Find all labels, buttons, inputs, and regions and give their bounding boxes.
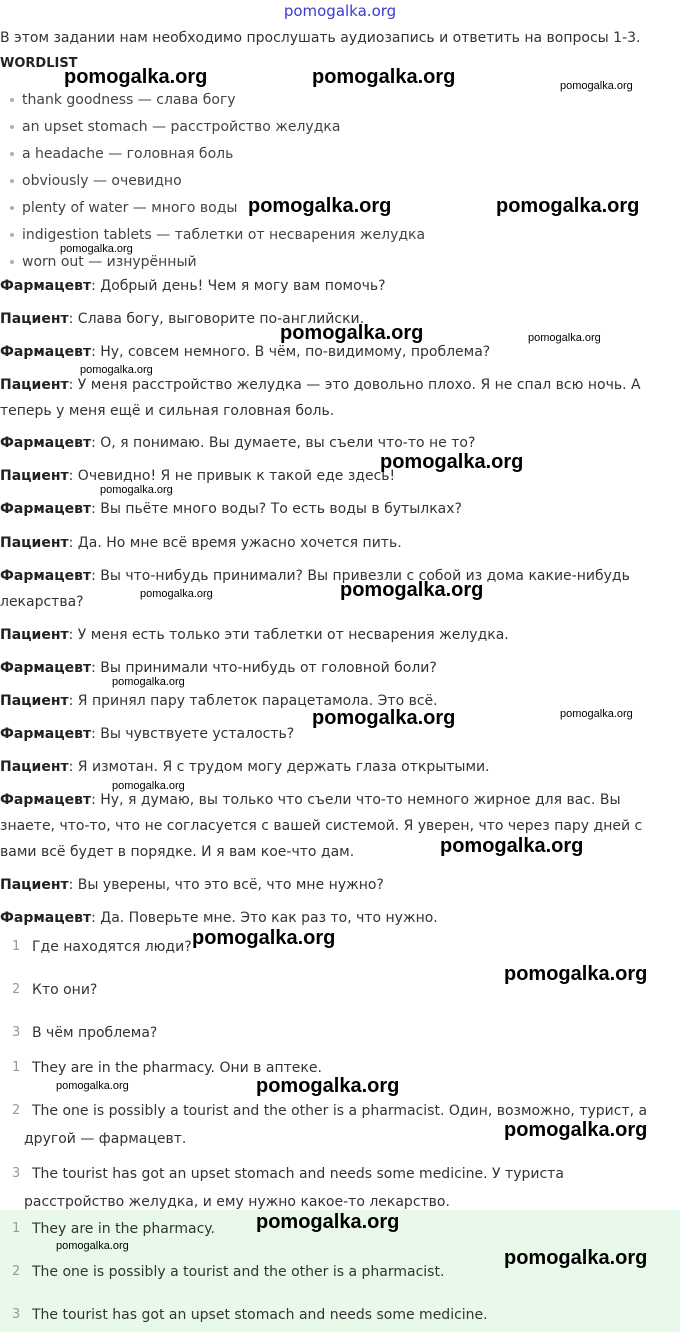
wordlist-item: a headache — головная боль (10, 146, 233, 162)
speaker: Фармацевт (0, 792, 92, 808)
bullet-icon (10, 98, 14, 102)
speaker: Пациент (0, 468, 69, 484)
answer-text: The tourist has got an upset stomach and needs some medicine. (32, 1307, 488, 1323)
dialogue-line: Фармацевт: Добрый день! Чем я могу вам помочь? (0, 278, 386, 294)
dialogue-line: Фармацевт: Вы пьёте много воды? То есть воды в бутылках? (0, 501, 462, 517)
wordlist-item: plenty of water — много воды (10, 200, 237, 216)
speaker: Фармацевт (0, 278, 92, 294)
question-text: Где находятся люди? (32, 939, 192, 955)
answer-number: 1 (12, 1060, 21, 1075)
watermark: pomogalka.org (280, 322, 424, 344)
dialogue-line: Фармацевт: О, я понимаю. Вы думаете, вы съели что-то не то? (0, 435, 476, 451)
dialogue-line: Фармацевт: Вы принимали что-нибудь от головной боли? (0, 660, 437, 676)
wordlist-item: worn out — изнурённый (10, 254, 197, 270)
watermark: pomogalka.org (256, 1075, 400, 1097)
speaker: Пациент (0, 311, 69, 327)
bullet-icon (10, 260, 14, 264)
wordlist-item: obviously — очевидно (10, 173, 182, 189)
watermark: pomogalka.org (192, 927, 336, 949)
watermark: pomogalka.org (504, 1247, 648, 1269)
watermark: pomogalka.org (528, 332, 601, 344)
dialogue-line: Пациент: У меня расстройство желудка — это довольно плохо. Я не спал всю ночь. А теперь у меня ещё и сильная головная боль. (0, 377, 641, 419)
dialogue-line: Пациент: Слава богу, выговорите по-английски. (0, 311, 365, 327)
speaker: Фармацевт (0, 568, 92, 584)
dialogue-line: Фармацевт: Ну, совсем немного. В чём, по-видимому, проблема? (0, 344, 491, 360)
dialogue-line: Пациент: Я измотан. Я с трудом могу держать глаза открытыми. (0, 759, 490, 775)
dialogue-line: Пациент: Вы уверены, что это всё, что мне нужно? (0, 877, 384, 893)
answer-number: 1 (12, 1221, 21, 1236)
question-number: 2 (12, 982, 21, 997)
answer-text: The one is possibly a tourist and the other is a pharmacist. (32, 1264, 445, 1280)
answer-number: 2 (12, 1264, 21, 1279)
answer-text: They are in the pharmacy. (32, 1221, 216, 1237)
watermark: pomogalka.org (312, 66, 456, 88)
watermark: pomogalka.org (496, 195, 640, 217)
wordlist-item: indigestion tablets — таблетки от несварения желудка (10, 227, 425, 243)
bullet-icon (10, 206, 14, 210)
watermark: pomogalka.org (380, 451, 524, 473)
speaker: Фармацевт (0, 501, 92, 517)
speaker: Фармацевт (0, 344, 92, 360)
wordlist-title: WORDLIST (0, 56, 78, 71)
answer-number: 3 (12, 1166, 21, 1181)
dialogue-line: Пациент: Очевидно! Я не привык к такой еде здесь! (0, 468, 396, 484)
bullet-icon (10, 152, 14, 156)
watermark: pomogalka.org (56, 1240, 129, 1252)
dialogue-line: Фармацевт: Да. Поверьте мне. Это как раз то, что нужно. (0, 910, 438, 926)
dialogue-line: Фармацевт: Вы чувствуете усталость? (0, 726, 295, 742)
watermark: pomogalka.org (60, 243, 133, 255)
task-intro: В этом задании нам необходимо прослушать аудиозапись и ответить на вопросы 1-3. (0, 30, 641, 46)
watermark: pomogalka.org (256, 1211, 400, 1233)
dialogue-line: Фармацевт: Вы что-нибудь принимали? Вы привезли с собой из дома какие-нибудь лекарства? (0, 568, 630, 610)
bullet-icon (10, 233, 14, 237)
speaker: Фармацевт (0, 435, 92, 451)
bullet-icon (10, 179, 14, 183)
watermark: pomogalka.org (248, 195, 392, 217)
question-text: Кто они? (32, 982, 98, 998)
watermark: pomogalka.org (112, 780, 185, 792)
answer-text: The one is possibly a tourist and the other is a pharmacist. Один, возможно, турист, а другой — фармацевт. (24, 1103, 648, 1147)
speaker: Пациент (0, 693, 69, 709)
answer-text: The tourist has got an upset stomach and needs some medicine. У туриста расстройство желудка, и ему нужно какое-то лекарство. (24, 1166, 564, 1210)
watermark: pomogalka.org (140, 588, 213, 600)
answer-number: 2 (12, 1103, 21, 1118)
watermark: pomogalka.org (80, 364, 153, 376)
dialogue-line: Пациент: Я принял пару таблеток парацетамола. Это всё. (0, 693, 438, 709)
speaker: Пациент (0, 535, 69, 551)
speaker: Пациент (0, 877, 69, 893)
watermark: pomogalka.org (560, 708, 633, 720)
bullet-icon (10, 125, 14, 129)
speaker: Фармацевт (0, 910, 92, 926)
speaker: Пациент (0, 627, 69, 643)
speaker: Фармацевт (0, 660, 92, 676)
wordlist-item: an upset stomach — расстройство желудка (10, 119, 340, 135)
watermark: pomogalka.org (440, 835, 584, 857)
watermark: pomogalka.org (504, 1119, 648, 1141)
site-header[interactable]: pomogalka.org (283, 2, 397, 20)
answer-number: 3 (12, 1307, 21, 1322)
speaker: Фармацевт (0, 726, 92, 742)
wordlist-item: thank goodness — слава богу (10, 92, 236, 108)
watermark: pomogalka.org (340, 579, 484, 601)
watermark: pomogalka.org (64, 66, 208, 88)
answer-text: They are in the pharmacy. Они в аптеке. (32, 1060, 322, 1076)
watermark: pomogalka.org (56, 1080, 129, 1092)
question-text: В чём проблема? (32, 1025, 158, 1041)
dialogue-line: Пациент: Да. Но мне всё время ужасно хочется пить. (0, 535, 402, 551)
dialogue-line: Пациент: У меня есть только эти таблетки от несварения желудка. (0, 627, 509, 643)
speaker: Пациент (0, 377, 69, 393)
watermark: pomogalka.org (100, 484, 173, 496)
question-number: 1 (12, 939, 21, 954)
speaker: Пациент (0, 759, 69, 775)
watermark: pomogalka.org (560, 80, 633, 92)
watermark: pomogalka.org (504, 963, 648, 985)
watermark: pomogalka.org (112, 676, 185, 688)
watermark: pomogalka.org (312, 707, 456, 729)
question-number: 3 (12, 1025, 21, 1040)
dialogue-line: Фармацевт: Ну, я думаю, вы только что съели что-то немного жирное для вас. Вы знаете, что-то, что не согласуется с вашей системой. Я уверен, что через пару дней с вами всё будет в порядке. И я вам кое-что дам. (0, 792, 643, 860)
